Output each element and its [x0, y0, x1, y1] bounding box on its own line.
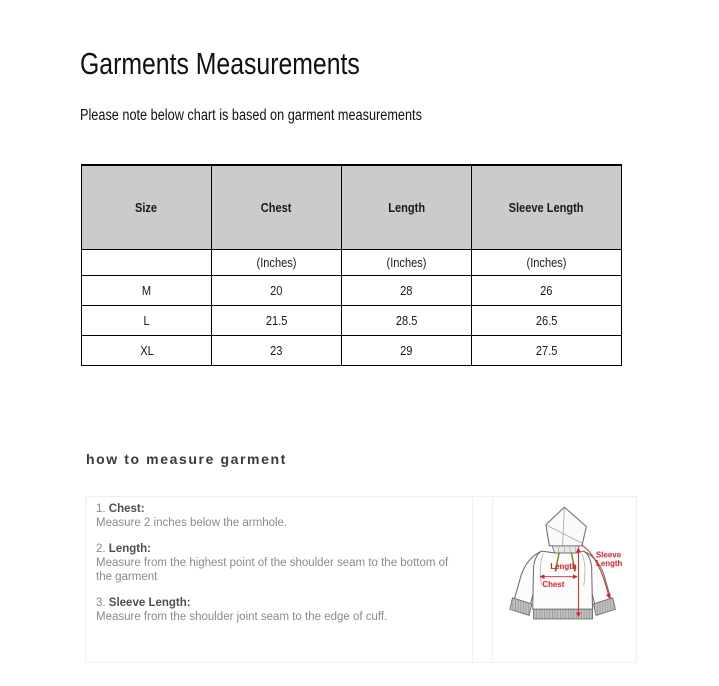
- length-label: Length: [550, 561, 577, 571]
- size-cell: M: [82, 275, 212, 305]
- sleeve-length-cell: 26.5: [472, 305, 622, 335]
- column-header-length: Length: [342, 165, 472, 249]
- step-label: Length:: [108, 543, 151, 555]
- table-row-xl: [82, 335, 622, 365]
- measure-step-length: [96, 542, 464, 584]
- table-row-m: [82, 275, 622, 305]
- step-text: Measure from the highest point of the shoulder seam to the bottom of the garment: [96, 557, 449, 583]
- size-cell: XL: [82, 335, 212, 365]
- measure-step-chest: [96, 502, 464, 530]
- chest-cell: 21.5: [212, 305, 342, 335]
- step-number: 3.: [96, 597, 106, 609]
- size-cell: L: [82, 305, 212, 335]
- measure-guide-heading: how to measure garment: [86, 451, 287, 467]
- hoodie-illustration: [493, 497, 637, 662]
- units-cell: (Inches): [212, 249, 342, 275]
- step-number: 2.: [96, 543, 106, 555]
- step-text: Measure from the shoulder joint seam to the edge of cuff.: [96, 611, 388, 623]
- units-cell: (Inches): [472, 249, 622, 275]
- measure-step-sleeve-length: [96, 596, 464, 624]
- length-cell: 28: [342, 275, 472, 305]
- step-number: 1.: [96, 503, 106, 515]
- step-label: Sleeve Length:: [108, 597, 191, 609]
- column-header-chest: Chest: [212, 165, 342, 249]
- hoodie-hem-band: [534, 609, 593, 619]
- measurement-note: Please note below chart is based on garment measurements: [80, 107, 422, 124]
- sleeve-length-cell: 27.5: [472, 335, 622, 365]
- measure-steps: [86, 497, 473, 662]
- length-cell: 28.5: [342, 305, 472, 335]
- page-title: Garments Measurements: [80, 46, 360, 81]
- hoodie-diagram: [492, 497, 636, 662]
- size-chart-table: [81, 164, 622, 366]
- sleeve-length-cell: 26: [472, 275, 622, 305]
- chest-label: Chest: [542, 580, 565, 590]
- step-label: Chest:: [108, 503, 145, 515]
- hoodie-hood: [546, 507, 586, 553]
- units-cell: (Inches): [342, 249, 472, 275]
- header-row: [82, 165, 622, 249]
- measure-guide-box: [85, 496, 637, 663]
- chest-cell: 23: [212, 335, 342, 365]
- chest-cell: 20: [212, 275, 342, 305]
- units-cell: [82, 249, 212, 275]
- sleeve-length-label-line2: Length: [596, 559, 623, 569]
- step-text: Measure 2 inches below the armhole.: [96, 517, 288, 529]
- units-row: [82, 249, 622, 275]
- table-row-l: [82, 305, 622, 335]
- length-cell: 29: [342, 335, 472, 365]
- column-header-size: Size: [82, 165, 212, 249]
- sleeve-length-label-line1: Sleeve: [596, 550, 622, 560]
- column-header-sleeve-length: Sleeve Length: [472, 165, 622, 249]
